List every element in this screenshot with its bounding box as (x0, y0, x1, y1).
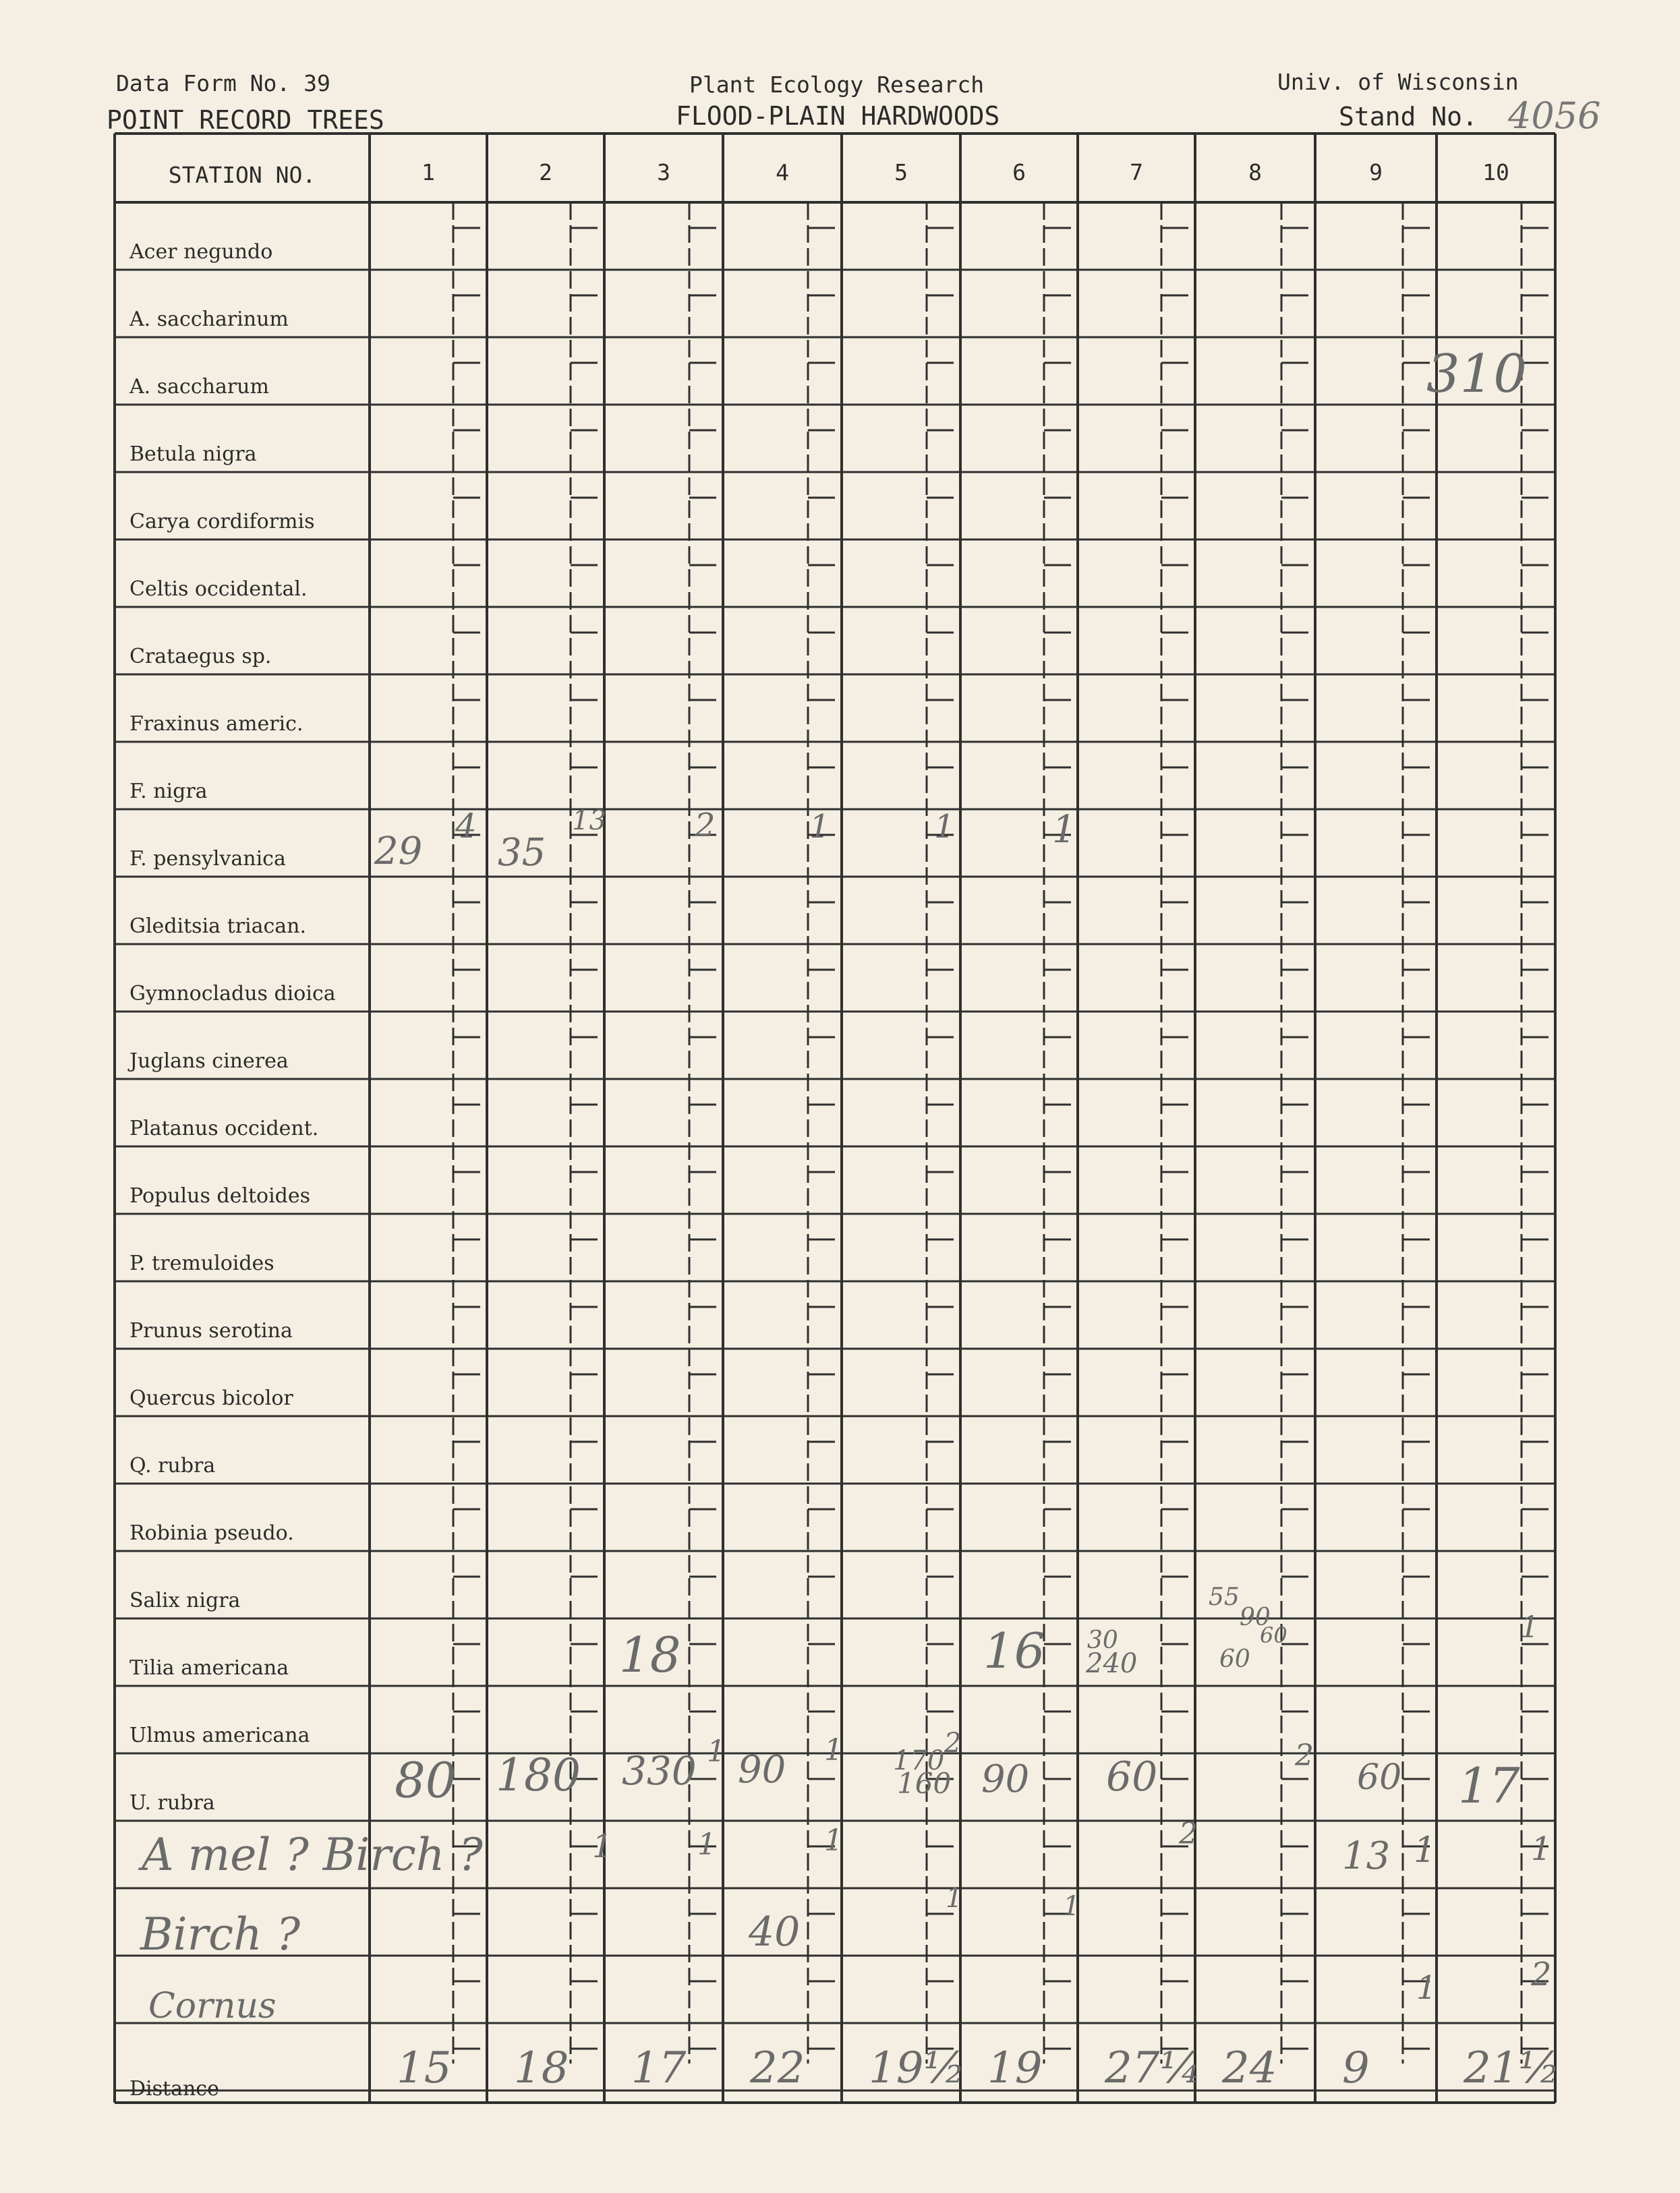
station-number: 10 (1482, 159, 1509, 185)
handwritten-value: 1 (824, 1823, 843, 1858)
species-label: Platanus occident. (129, 1117, 319, 1140)
handwritten-value: 330 (622, 1748, 697, 1794)
species-label: U. rubra (129, 1791, 215, 1815)
handwritten-value: 1 (1416, 1969, 1437, 2007)
handwritten-value: 2 (695, 807, 716, 844)
species-label: Robinia pseudo. (129, 1521, 294, 1545)
station-number: 7 (1130, 159, 1143, 185)
handwritten-value: 60 (1106, 1753, 1158, 1801)
handwritten-value: 4 (455, 807, 477, 846)
handwritten-value: 60 (1219, 1645, 1250, 1673)
handwritten-value: 1 (824, 1733, 843, 1767)
distance-value: 9 (1342, 2043, 1370, 2093)
handwritten-value: 13 (572, 805, 606, 836)
handwritten-value: 1 (707, 1734, 726, 1769)
distance-value: 15 (397, 2043, 452, 2093)
forest-type-title: FLOOD-PLAIN HARDWOODS (676, 101, 1000, 131)
form-number: Data Form No. 39 (116, 70, 330, 96)
species-label: Celtis occidental. (129, 577, 308, 601)
handwritten-value: 80 (395, 1752, 457, 1809)
handwritten-value: 1 (1063, 1891, 1080, 1922)
species-label: Salix nigra (129, 1589, 241, 1612)
distance-value: 18 (514, 2043, 569, 2093)
stand-number-handwritten: 4056 (1508, 94, 1601, 137)
distance-value: 19½ (869, 2043, 966, 2093)
distance-value: 17 (631, 2043, 687, 2093)
species-label: P. tremuloides (129, 1252, 274, 1275)
species-label: F. pensylvanica (129, 847, 286, 871)
distance-value: 27¼ (1105, 2043, 1202, 2093)
species-label: Tilia americana (129, 1656, 289, 1680)
station-number: 8 (1248, 159, 1262, 185)
handwritten-value: 160 (897, 1767, 952, 1800)
species-label: A. saccharinum (129, 308, 289, 331)
species-label: Acer negundo (129, 240, 273, 264)
handwritten-value: 35 (498, 831, 546, 875)
added-species-entry: A mel ? Birch ? (142, 1829, 483, 1881)
handwritten-value: 2 (944, 1728, 962, 1759)
added-species-entry: Cornus (148, 1986, 277, 2026)
handwritten-value: 90 (981, 1757, 1030, 1801)
handwritten-value: 60 (1260, 1622, 1287, 1648)
handwritten-value: 2 (1531, 1956, 1552, 1993)
distance-value: 22 (750, 2043, 805, 2093)
handwritten-value: 170 (893, 1745, 945, 1776)
university-name: Univ. of Wisconsin (1277, 69, 1519, 95)
handwritten-value: 30 (1087, 1627, 1118, 1654)
species-label: Prunus serotina (129, 1319, 293, 1343)
handwritten-value: 90 (1240, 1604, 1271, 1631)
stand-label: Stand No. (1339, 102, 1478, 131)
species-label: Gymnocladus dioica (129, 982, 336, 1005)
station-number: 4 (776, 159, 789, 185)
handwritten-value: 18 (619, 1627, 681, 1683)
handwritten-value: 1 (592, 1828, 613, 1865)
handwritten-value: 240 (1086, 1648, 1138, 1679)
station-number: 2 (539, 159, 552, 185)
handwritten-value: 1 (1531, 1830, 1552, 1868)
species-label: F. nigra (129, 780, 208, 803)
handwritten-value: 2 (1295, 1738, 1314, 1773)
species-label: Quercus bicolor (129, 1386, 293, 1410)
handwritten-value: 60 (1357, 1757, 1402, 1798)
station-no-header: STATION NO. (168, 162, 316, 188)
species-label: Ulmus americana (129, 1724, 310, 1747)
stand-a-saccharum-entry: 310 (1426, 344, 1527, 405)
species-label: A. saccharum (129, 375, 269, 399)
species-label: Juglans cinerea (129, 1049, 289, 1073)
form-title: POINT RECORD TREES (107, 105, 384, 135)
species-label: Fraxinus americ. (129, 712, 303, 736)
handwritten-value: 13 (1342, 1834, 1391, 1878)
species-label: Betula nigra (129, 442, 257, 466)
handwritten-value: 40 (749, 1908, 801, 1956)
handwritten-value: 1 (934, 808, 955, 846)
handwritten-value: 1 (1520, 1610, 1539, 1645)
handwritten-value: 1 (697, 1828, 716, 1862)
handwritten-value: 90 (738, 1748, 786, 1792)
station-number: 9 (1369, 159, 1383, 185)
species-label: Q. rubra (129, 1454, 216, 1478)
distance-value: 24 (1222, 2043, 1277, 2093)
handwritten-value: 1 (946, 1883, 963, 1914)
species-label: Populus deltoides (129, 1184, 311, 1208)
station-number: 5 (894, 159, 908, 185)
handwritten-value: 55 (1209, 1583, 1240, 1611)
distance-value: 21½ (1464, 2043, 1561, 2093)
handwritten-value: 17 (1458, 1757, 1520, 1814)
handwritten-value: 16 (983, 1622, 1045, 1679)
handwritten-value: 1 (1414, 1830, 1437, 1871)
handwritten-value: 1 (1052, 808, 1076, 852)
species-label: Gleditsia triacan. (129, 914, 307, 938)
station-number: 3 (657, 159, 670, 185)
handwritten-value: 29 (374, 829, 423, 873)
station-number: 1 (422, 159, 435, 185)
distance-value: 19 (987, 2043, 1043, 2093)
handwritten-value: 1 (809, 808, 830, 846)
species-label: Crataegus sp. (129, 645, 272, 668)
research-title: Plant Ecology Research (689, 71, 985, 98)
station-number: 6 (1012, 159, 1026, 185)
handwritten-value: 2 (1179, 1817, 1198, 1851)
distance-label: Distance (129, 2077, 219, 2101)
handwritten-value: 180 (496, 1749, 581, 1801)
added-species-entry: Birch ? (140, 1908, 300, 1960)
species-label: Carya cordiformis (129, 510, 315, 533)
